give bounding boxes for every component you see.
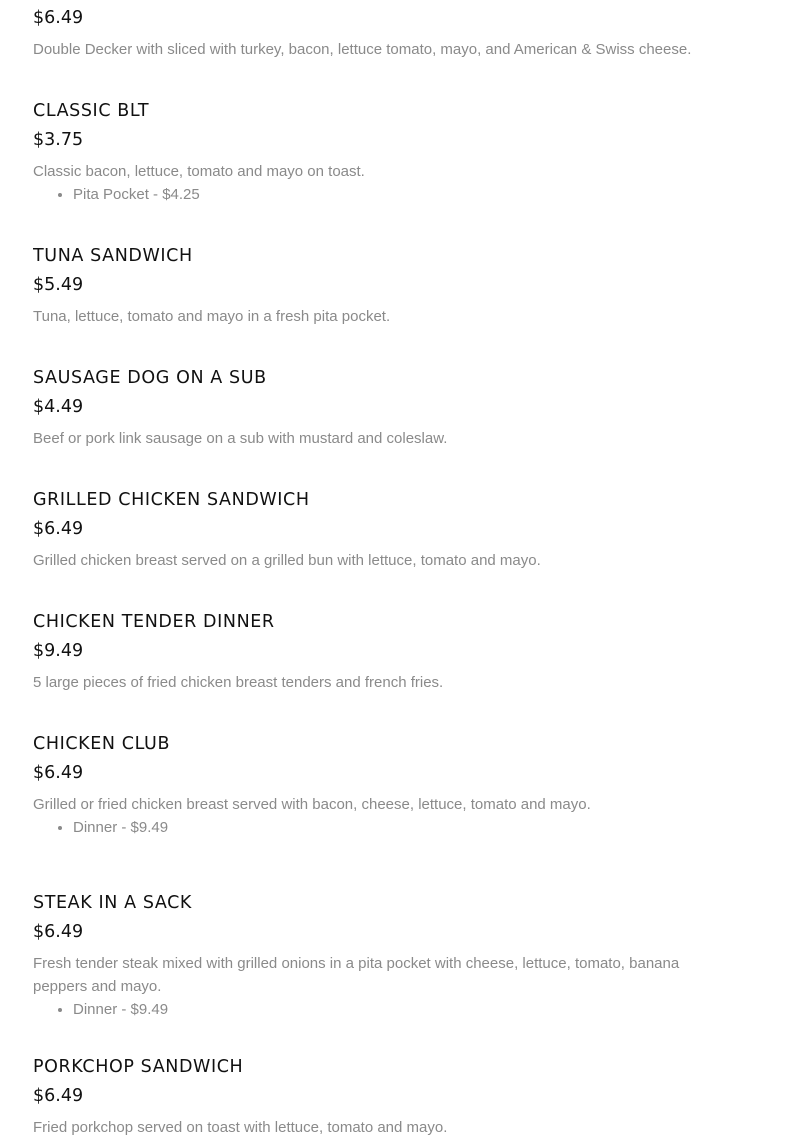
item-price: $6.49 — [33, 922, 84, 942]
item-name: GRILLED CHICKEN SANDWICH — [33, 490, 310, 510]
item-description: Beef or pork link sausage on a sub with mustard and coleslaw. — [33, 430, 448, 447]
item-price: $5.49 — [33, 275, 84, 295]
item-option: • Pita Pocket - $4.25 — [73, 183, 713, 206]
item-description: Fresh tender steak mixed with grilled onions in a pita pocket with cheese, lettuce, tomato, banana peppers and mayo. — [33, 955, 680, 995]
item-price: $6.49 — [33, 519, 84, 539]
item-name: SAUSAGE DOG ON A SUB — [33, 368, 267, 388]
item-price: $6.49 — [33, 8, 84, 28]
item-name: TUNA SANDWICH — [33, 246, 193, 266]
item-description: Grilled chicken breast served on a grilled bun with lettuce, tomato and mayo. — [33, 552, 541, 569]
item-options — [33, 183, 713, 206]
item-name: STEAK IN A SACK — [33, 893, 193, 913]
item-options — [33, 816, 713, 839]
item-name: CLASSIC BLT — [33, 101, 150, 121]
item-description: 5 large pieces of fried chicken breast tenders and french fries. — [33, 674, 444, 691]
item-name: CHICKEN TENDER DINNER — [33, 612, 275, 632]
item-description: Classic bacon, lettuce, tomato and mayo on toast. — [33, 163, 365, 180]
item-name: PORKCHOP SANDWICH — [33, 1057, 244, 1077]
item-price: $9.49 — [33, 641, 84, 661]
item-option: • Dinner - $9.49 — [73, 998, 713, 1021]
menu-list — [33, 0, 713, 1139]
menu-item — [33, 0, 713, 61]
menu-item — [33, 245, 713, 328]
menu-item — [33, 1056, 713, 1139]
menu-item — [33, 489, 713, 572]
menu-item — [33, 367, 713, 450]
menu-item — [33, 100, 713, 206]
item-price: $6.49 — [33, 763, 84, 783]
item-description: Grilled or fried chicken breast served with bacon, cheese, lettuce, tomato and mayo. — [33, 796, 591, 813]
item-price: $3.75 — [33, 130, 84, 150]
item-option: • Dinner - $9.49 — [73, 816, 713, 839]
menu-item — [33, 892, 713, 1021]
menu-item — [33, 611, 713, 694]
item-description: Fried porkchop served on toast with lettuce, tomato and mayo. — [33, 1119, 448, 1136]
menu-item — [33, 733, 713, 839]
item-name: CHICKEN CLUB — [33, 734, 171, 754]
item-description: Tuna, lettuce, tomato and mayo in a fresh pita pocket. — [33, 308, 391, 325]
item-price: $4.49 — [33, 397, 84, 417]
item-description: Double Decker with sliced with turkey, bacon, lettuce tomato, mayo, and American & Swiss cheese. — [33, 41, 692, 58]
item-price: $6.49 — [33, 1086, 84, 1106]
item-options — [33, 998, 713, 1021]
